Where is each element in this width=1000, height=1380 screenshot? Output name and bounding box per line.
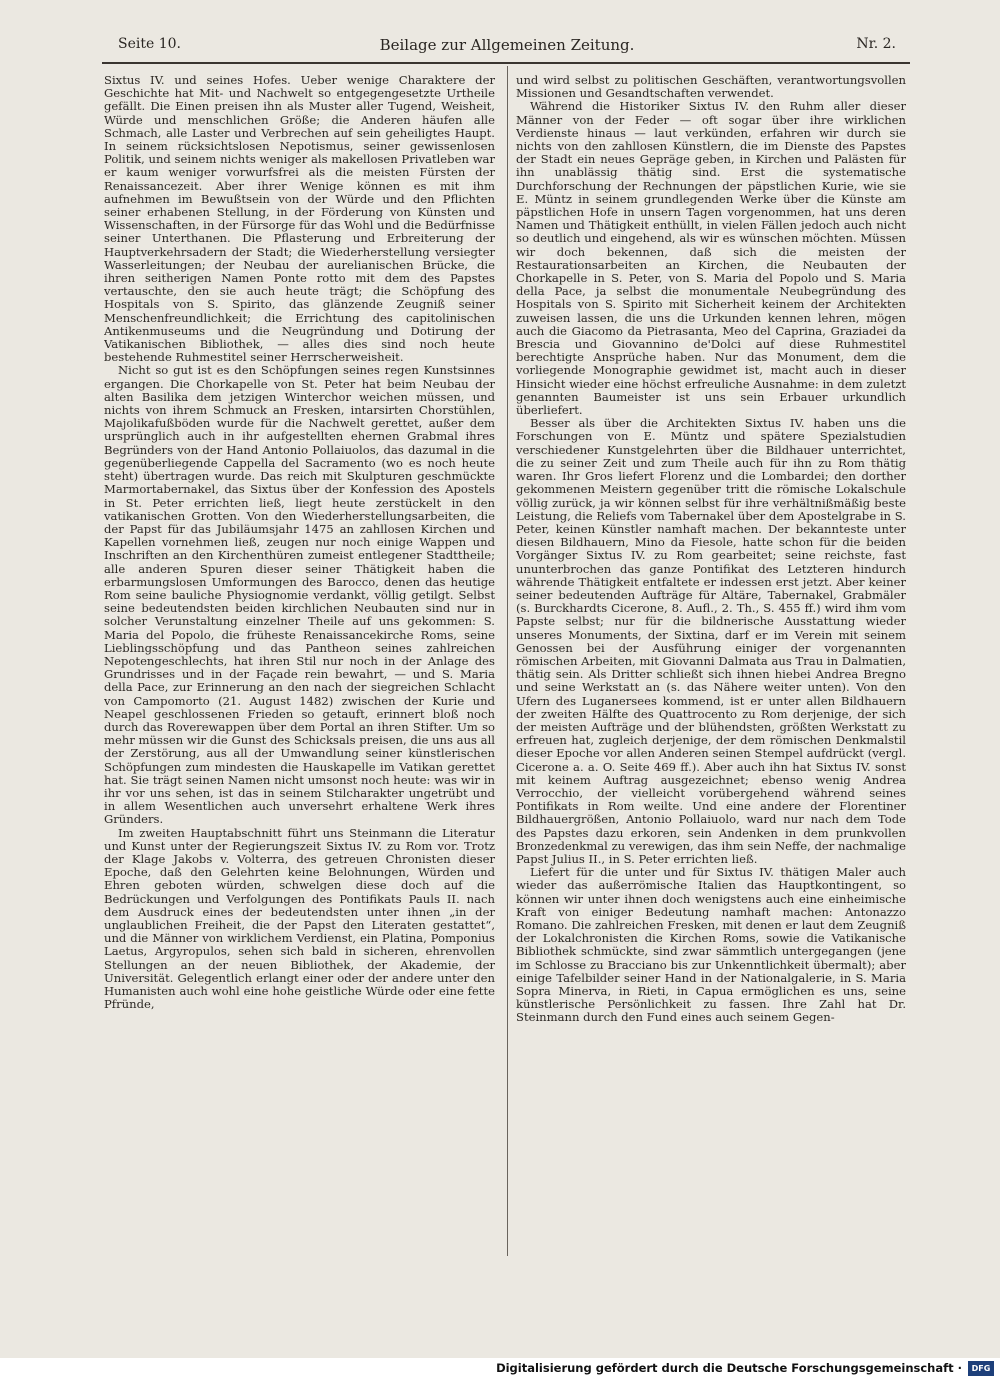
left-column xyxy=(104,74,495,1254)
right-paragraph-3: Besser als über die Architekten Sixtus IV. haben uns die Forschungen von E. Müntz und spätere Spezialstudien verschiedener Kunstgelehrten über die Bildhauer unterrichtet, die zu seiner Zeit und zum Theile auch für ihn zu Rom thätig waren. Ihr Gros liefert Florenz und die Lombardei; den dorther gekommenen Meistern gegenüber tritt die römische Lokalschule völlig zurück, ja wir können selbst für ihre verhältnißmäßig beste Leistung, die Reliefs vom Tabernakel über dem Apostelgrabe in S. Peter, keinen Künstler namhaft machen. Der bekannteste unter diesen Bildhauern, Mino da Fiesole, hatte schon für die beiden Vorgänger Sixtus IV. zu Rom gearbeitet; seine reichste, fast ununterbrochen das ganze Pontifikat des Letzteren hindurch währende Thätigkeit entfaltete er indessen erst jetzt. Aber keiner seiner bedeutenden Aufträge für Altäre, Tabernakel, Grabmäler (s. Burckhardts Cicerone, 8. Aufl., 2. Th., S. 455 ff.) wird ihm vom Papste selbst; nur für die bildnerische Ausstattung wieder unseres Monuments, der Sixtina, darf er im Verein mit seinem Genossen bei der Ausführung einiger der vorgenannten römischen Arbeiten, mit Giovanni Dalmata aus Trau in Dalmatien, thätig sein. Als Dritter schließt sich ihnen hiebei Andrea Bregno und seine Werkstatt an (s. das Nähere weiter unten). Von den Ufern des Luganersees kommend, ist er unter allen Bildhauern der zweiten Hälfte des Quattrocento zu Rom derjenige, der sich der meisten Aufträge und der blühendsten, größten Werkstatt zu erfreuen hat, zugleich derjenige, der dem römischen Denkmalstil dieser Epoche vor allen Anderen seinen Stempel aufdrückt (vergl. Cicerone a. a. O. Seite 469 ff.). Aber auch ihn hat Sixtus IV. sonst mit keinem Auftrag ausgezeichnet; ebenso wenig Andrea Verrocchio, der vielleicht vorübergehend während seines Pontifikats in Rom weilte. Und eine andere der Florentiner Bildhauergrößen, Antonio Pollaiuolo, ward nur nach dem Tode des Papstes dazu erkoren, sein Andenken in dem prunkvollen Bronzedenkmal zu verewigen, das ihm sein Neffe, der nachmalige Papst Julius II., in S. Peter errichten ließ. xyxy=(516,416,906,866)
page-number-label: Seite 10. xyxy=(118,36,181,52)
page-header xyxy=(118,34,896,60)
publication-title: Beilage zur Allgemeinen Zeitung. xyxy=(379,36,635,54)
right-paragraph-2: Während die Historiker Sixtus IV. den Ruhm aller dieser Männer von der Feder — oft sogar über ihre wirklichen Verdienste hinaus — laut verkünden, erfahren wir durch sie nichts von den zahllosen Künstlern, die im Dienste des Papstes der Stadt ein neues Gepräge geben, in Kirchen und Palästen für ihn unablässig thätig sind. Erst die systematische Durchforschung der Rechnungen der päpstlichen Kurie, wie sie E. Müntz in seinem grundlegenden Werke über die Künste am päpstlichen Hofe in unsern Tagen vorgenommen, hat uns deren Namen und Thätigkeit enthüllt, in vielen Fällen jedoch auch nicht so deutlich und eingehend, als wir es wünschen möchten. Müssen wir doch bekennen, daß sich die meisten der Restaurationsarbeiten an Kirchen, die Neubauten der Chorkapelle in S. Peter, von S. Maria del Popolo und S. Maria della Pace, ja selbst die monumentale Neubegründung des Hospitals von S. Spirito mit Sicherheit keinem der Architekten zuweisen lassen, die uns die Urkunden kennen lehren, mögen auch die Giacomo da Pietrasanta, Meo del Caprina, Graziadei da Brescia und Giovannino de'Dolci auf diese Ruhmestitel berechtigte Ansprüche haben. Nur das Monument, dem die vorliegende Monographie gewidmet ist, macht auch in dieser Hinsicht wieder eine höchst erfreuliche Ausnahme: in dem zuletzt genannten Baumeister ist uns sein Erbauer urkundlich überliefert. xyxy=(516,99,906,418)
right-paragraph-4: Liefert für die unter und für Sixtus IV. thätigen Maler auch wieder das außerrömische Italien das Hauptkontingent, so können wir unter ihnen doch wenigstens auch eine einheimische Kraft von einiger Bedeutung namhaft machen: Antonazzo Romano. Die zahlreichen Fresken, mit denen er laut dem Zeugniß der Lokalchronisten die Kirchen Roms, sowie die Vatikanische Bibliothek schmückte, sind zwar sämmtlich untergegangen (jene im Schlosse zu Bracciano bis zur Unkenntlichkeit übermalt); aber einige Tafelbilder seiner Hand in der Nationalgalerie, in S. Maria Sopra Minerva, in Rieti, in Capua ermöglichen es uns, seine künstlerische Persönlichkeit zu fassen. Ihre Zahl hat Dr. Steinmann durch den Fund eines auch seinem Gegen- xyxy=(516,865,906,1025)
issue-number: Nr. 2. xyxy=(856,36,896,52)
header-rule xyxy=(102,62,910,64)
left-paragraph-3: Im zweiten Hauptabschnitt führt uns Steinmann die Literatur und Kunst unter der Regierungszeit Sixtus IV. zu Rom vor. Trotz der Klage Jakobs v. Volterra, des getreuen Chronisten dieser Epoche, daß den Gelehrten keine Belohnungen, Würden und Ehren geboten würden, schwelgen diese doch auf die Bedrückungen und Verfolgungen des Pontifikats Pauls II. nach dem Ausdruck eines der bedeutendsten unter ihnen „in der unglaublichen Freiheit, die der Papst den Literaten gestattet“, und die Männer von wirklichem Verdienst, ein Platina, Pomponius Laetus, Argyropulos, sehen sich bald in sicheren, ehrenvollen Stellungen an der neuen Bibliothek, der Akademie, der Universität. Gelegentlich erlangt einer oder der andere unter den Humanisten auch wohl eine hohe geistliche Würde oder eine fette Pfründe, xyxy=(104,825,495,1012)
dfg-logo-icon: DFG xyxy=(968,1361,994,1376)
left-paragraph-1: Sixtus IV. und seines Hofes. Ueber wenige Charaktere der Geschichte hat Mit- und Nachwelt so entgegengesetzte Urtheile gefällt. Die Einen preisen ihn als Muster aller Tugend, Weisheit, Würde und menschlichen Größe; die Anderen häufen alle Schmach, alle Laster und Verbrechen auf sein geheiligtes Haupt. In seinem rücksichtslosen Nepotismus, seiner gewissenlosen Politik, und seinem nichts weniger als makellosen Privatleben war er kaum weniger vorwurfsfrei als die meisten Fürsten der Renaissancezeit. Aber ihrer Wenige können es mit ihm aufnehmen im Bewußtsein von der Würde und den Pflichten seiner erhabenen Stellung, in der Förderung von Künsten und Wissenschaften, in der Fürsorge für das Wohl und die Bedürfnisse seiner Unterthanen. Die Pflasterung und Erbreiterung der Hauptverkehrsadern der Stadt; die Wiederherstellung versiegter Wasserleitungen; der Neubau der aurelianischen Brücke, die ihren seitherigen Namen Ponte rotto mit dem des Papstes vertauschte, den sie auch heute trägt; die Schöpfung des Hospitals von S. Spirito, das glänzende Zeugniß seiner Menschenfreundlichkeit; die Errichtung des capitolinischen Antikenmuseums und die Neugründung und Dotirung der Vatikanischen Bibliothek, — alles dies sind noch heute bestehende Ruhmestitel seiner Herrscherweisheit. xyxy=(104,74,495,365)
right-paragraph-1: und wird selbst zu politischen Geschäften, verantwortungsvollen Missionen und Gesandtschaften verwendet. xyxy=(516,74,906,101)
right-column xyxy=(516,74,906,1254)
left-paragraph-2: Nicht so gut ist es den Schöpfungen seines regen Kunstsinnes ergangen. Die Chorkapelle von St. Peter hat beim Neubau der alten Basilika dem jetzigen Winterchor weichen müssen, und nichts von ihrem Schmuck an Fresken, intarsirten Chorstühlen, Majolikafußböden wurde für die Nachwelt gerettet, außer dem ursprünglich auch in ihr aufgestellten ehernen Grabmal ihres Begründers von der Hand Antonio Pollaiuolos, das dazumal in die gegenüberliegende Cappella del Sacramento (wo es noch heute steht) übertragen wurde. Das reich mit Skulpturen geschmückte Marmortabernakel, das Sixtus über der Konfession des Apostels in St. Peter errichten ließ, liegt heute zerstückelt in den vatikanischen Grotten. Von den Wiederherstellungsarbeiten, die der Papst für das Jubiläumsjahr 1475 an zahllosen Kirchen und Kapellen vornehmen ließ, zeugen nur noch einige Wappen und Inschriften an den Kirchenthüren zumeist entlegener Stadttheile; alle anderen Spuren dieser seiner Thätigkeit haben die erbarmungslosen Umformungen des Barocco, denen das heutige Rom seine bauliche Physiognomie verdankt, völlig getilgt. Selbst seine bedeutendsten beiden kirchlichen Neubauten sind nur in solcher Verunstaltung einzelner Theile auf uns gekommen: S. Maria del Popolo, die früheste Renaissancekirche Roms, seine Lieblingsschöpfung und das Pantheon seines zahlreichen Nepotengeschlechts, hat ihren Stil nur noch in der Anlage des Grundrisses und in der Façade rein bewahrt, — und S. Maria della Pace, zur Erinnerung an den nach der siegreichen Schlacht von Campomorto (21. August 1482) zwischen der Kurie und Neapel geschlossenen Frieden so getauft, erinnert bloß noch durch das Roverewappen über dem Portal an ihren Stifter. Um so mehr müssen wir die Gunst des Schicksals preisen, die uns aus all der Zerstörung, aus all der Umwandlung seiner künstlerischen Schöpfungen zum mindesten die Hauskapelle im Vatikan gerettet hat. Sie trägt seinen Namen nicht umsonst noch heute: was wir in ihr vor uns sehen, ist das in seinem Stilcharakter ungetrübt und in allem Wesentlichen auch unversehrt erhaltene Werk ihres Gründers. xyxy=(104,363,495,827)
funding-credit: Digitalisierung gefördert durch die Deutsche Forschungsgemeinschaft · xyxy=(496,1361,962,1375)
digitization-footer xyxy=(0,1358,1000,1380)
column-divider xyxy=(507,66,508,1256)
